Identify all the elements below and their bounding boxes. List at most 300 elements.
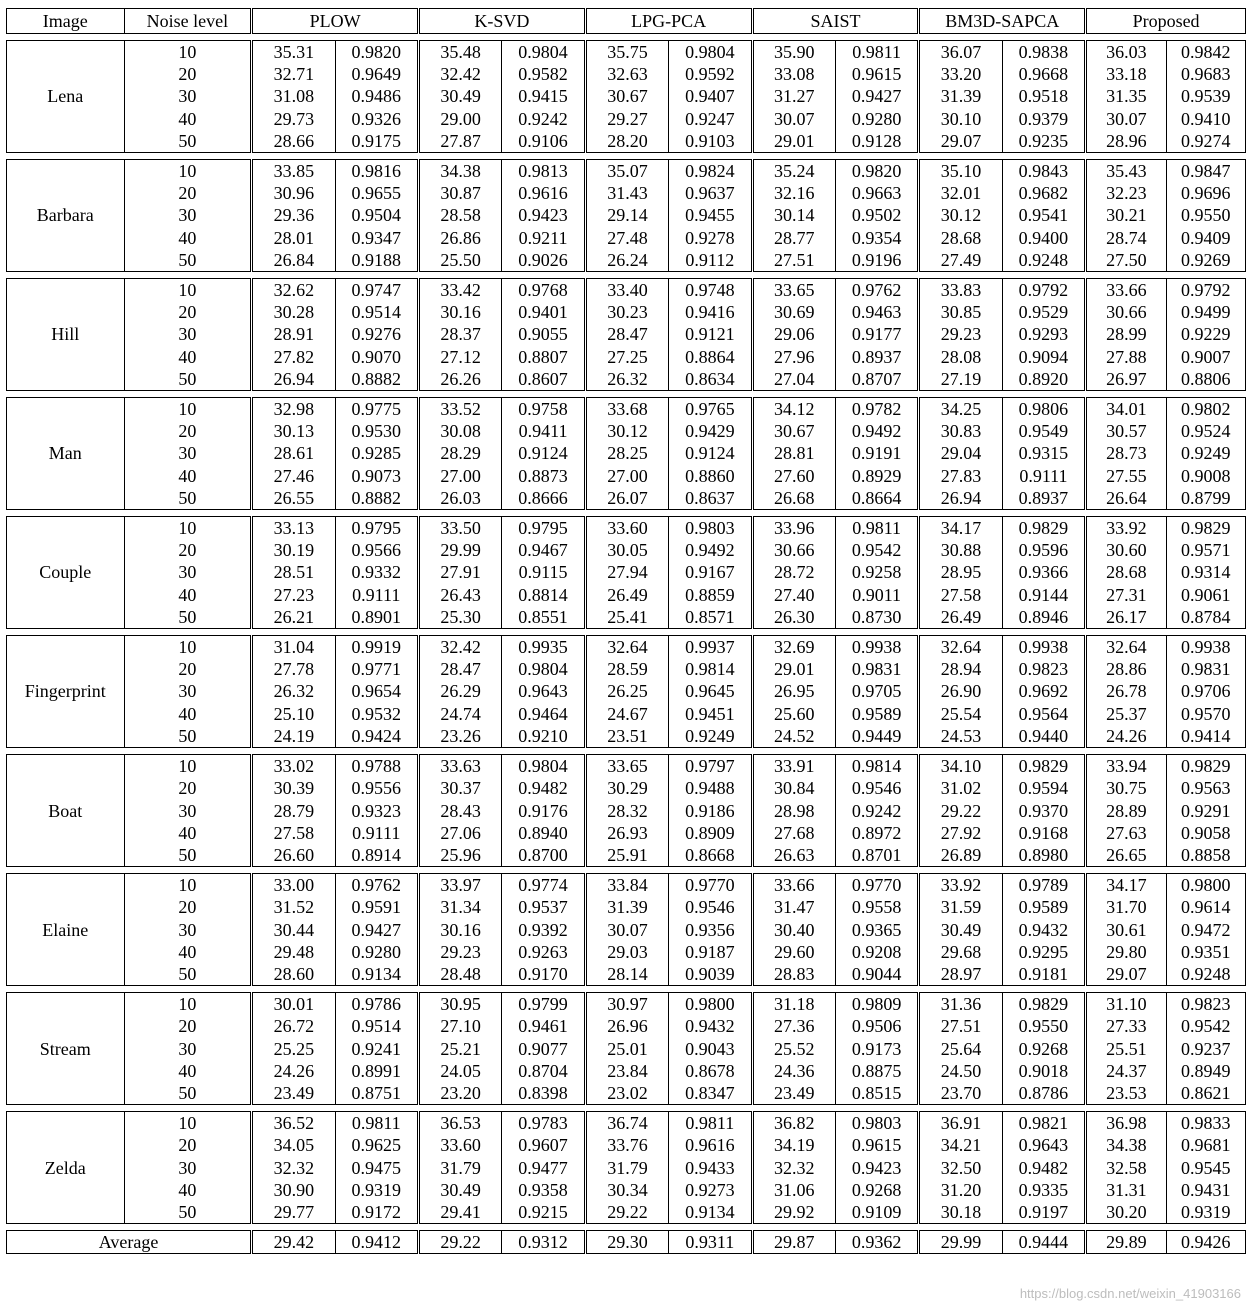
psnr-value-cell: 26.65 xyxy=(1086,844,1166,867)
table-row xyxy=(7,160,1246,183)
table-row xyxy=(7,204,1246,226)
ssim-value-cell: 0.9319 xyxy=(335,1179,418,1201)
psnr-value-cell: 27.55 xyxy=(1086,465,1166,487)
table-row xyxy=(7,130,1246,153)
ssim-value-cell: 0.9504 xyxy=(335,204,418,226)
psnr-value-cell: 26.55 xyxy=(252,487,335,510)
ssim-value-cell: 0.9563 xyxy=(1166,777,1246,799)
ssim-value-cell: 0.9937 xyxy=(669,636,752,659)
ssim-value-cell: 0.8571 xyxy=(669,606,752,629)
ssim-value-cell: 0.9482 xyxy=(502,777,585,799)
ssim-value-cell: 0.9811 xyxy=(835,517,918,540)
psnr-value-cell: 30.10 xyxy=(919,108,1002,130)
ssim-value-cell: 0.9070 xyxy=(335,346,418,368)
ssim-value-cell: 0.9407 xyxy=(669,85,752,107)
ssim-value-cell: 0.9747 xyxy=(335,279,418,302)
psnr-value-cell: 30.20 xyxy=(1086,1201,1166,1224)
ssim-value-cell: 0.8634 xyxy=(669,368,752,391)
psnr-value-cell: 34.01 xyxy=(1086,398,1166,421)
psnr-value-cell: 33.83 xyxy=(919,279,1002,302)
table-row xyxy=(7,279,1246,302)
psnr-value-cell: 28.32 xyxy=(585,800,668,822)
ssim-value-cell: 0.9821 xyxy=(1002,1112,1085,1135)
ssim-value-cell: 0.9789 xyxy=(1002,874,1085,897)
ssim-value-cell: 0.9044 xyxy=(835,963,918,986)
ssim-value-cell: 0.9663 xyxy=(835,182,918,204)
ssim-value-cell: 0.9356 xyxy=(669,919,752,941)
psnr-value-cell: 30.67 xyxy=(585,85,668,107)
psnr-value-cell: 32.64 xyxy=(919,636,1002,659)
noise-level-cell: 10 xyxy=(124,874,252,897)
ssim-value-cell: 0.9242 xyxy=(835,800,918,822)
ssim-value-cell: 0.8972 xyxy=(835,822,918,844)
ssim-value-cell: 0.8882 xyxy=(335,487,418,510)
ssim-value-cell: 0.9811 xyxy=(669,1112,752,1135)
noise-level-cell: 40 xyxy=(124,227,252,249)
table-row xyxy=(7,658,1246,680)
ssim-value-cell: 0.9514 xyxy=(335,301,418,323)
ssim-value-cell: 0.9532 xyxy=(335,703,418,725)
ssim-value-cell: 0.9806 xyxy=(1002,398,1085,421)
noise-level-cell: 40 xyxy=(124,108,252,130)
ssim-value-cell: 0.9039 xyxy=(669,963,752,986)
ssim-value-cell: 0.9451 xyxy=(669,703,752,725)
psnr-value-cell: 26.94 xyxy=(919,487,1002,510)
noise-level-cell: 10 xyxy=(124,636,252,659)
noise-level-cell: 30 xyxy=(124,1157,252,1179)
psnr-value-cell: 26.30 xyxy=(752,606,835,629)
ssim-value-cell: 0.9007 xyxy=(1166,346,1246,368)
average-psnr-cell: 29.42 xyxy=(252,1231,335,1254)
table-row xyxy=(7,249,1246,272)
table-row xyxy=(7,487,1246,510)
table-row xyxy=(7,777,1246,799)
average-psnr-cell: 29.22 xyxy=(418,1231,501,1254)
image-name-cell: Lena xyxy=(7,41,125,153)
psnr-value-cell: 24.53 xyxy=(919,725,1002,748)
psnr-value-cell: 26.49 xyxy=(919,606,1002,629)
watermark-text: https://blog.csdn.net/weixin_41903166 xyxy=(1019,1286,1241,1301)
noise-level-cell: 10 xyxy=(124,755,252,778)
psnr-value-cell: 28.89 xyxy=(1086,800,1166,822)
ssim-value-cell: 0.9681 xyxy=(1166,1134,1246,1156)
group-spacer xyxy=(7,272,1246,279)
ssim-value-cell: 0.9643 xyxy=(502,680,585,702)
ssim-value-cell: 0.9814 xyxy=(669,658,752,680)
average-psnr-cell: 29.87 xyxy=(752,1231,835,1254)
psnr-value-cell: 29.01 xyxy=(752,130,835,153)
ssim-value-cell: 0.9514 xyxy=(335,1015,418,1037)
ssim-value-cell: 0.8873 xyxy=(502,465,585,487)
ssim-value-cell: 0.9829 xyxy=(1002,517,1085,540)
psnr-value-cell: 36.98 xyxy=(1086,1112,1166,1135)
noise-level-cell: 30 xyxy=(124,1038,252,1060)
psnr-value-cell: 31.59 xyxy=(919,896,1002,918)
psnr-value-cell: 33.96 xyxy=(752,517,835,540)
psnr-value-cell: 33.66 xyxy=(1086,279,1166,302)
ssim-value-cell: 0.8814 xyxy=(502,584,585,606)
ssim-value-cell: 0.9546 xyxy=(835,777,918,799)
ssim-value-cell: 0.9800 xyxy=(1166,874,1246,897)
ssim-value-cell: 0.9786 xyxy=(335,993,418,1016)
ssim-value-cell: 0.9366 xyxy=(1002,561,1085,583)
noise-level-cell: 50 xyxy=(124,725,252,748)
psnr-value-cell: 35.48 xyxy=(418,41,501,64)
table-row xyxy=(7,1157,1246,1179)
psnr-value-cell: 30.85 xyxy=(919,301,1002,323)
psnr-value-cell: 27.82 xyxy=(252,346,335,368)
psnr-value-cell: 27.33 xyxy=(1086,1015,1166,1037)
ssim-value-cell: 0.9541 xyxy=(1002,204,1085,226)
ssim-value-cell: 0.9181 xyxy=(1002,963,1085,986)
table-row xyxy=(7,323,1246,345)
ssim-value-cell: 0.9829 xyxy=(1166,517,1246,540)
psnr-value-cell: 26.60 xyxy=(252,844,335,867)
psnr-value-cell: 29.22 xyxy=(919,800,1002,822)
psnr-value-cell: 29.04 xyxy=(919,442,1002,464)
ssim-value-cell: 0.9692 xyxy=(1002,680,1085,702)
image-name-cell: Stream xyxy=(7,993,125,1105)
psnr-value-cell: 27.51 xyxy=(919,1015,1002,1037)
ssim-value-cell: 0.9411 xyxy=(502,420,585,442)
ssim-value-cell: 0.9111 xyxy=(335,584,418,606)
psnr-value-cell: 26.68 xyxy=(752,487,835,510)
average-label: Average xyxy=(7,1231,252,1254)
psnr-value-cell: 30.61 xyxy=(1086,919,1166,941)
ssim-value-cell: 0.9427 xyxy=(835,85,918,107)
ssim-value-cell: 0.8637 xyxy=(669,487,752,510)
ssim-value-cell: 0.9268 xyxy=(835,1179,918,1201)
psnr-value-cell: 32.63 xyxy=(585,63,668,85)
ssim-value-cell: 0.9499 xyxy=(1166,301,1246,323)
psnr-value-cell: 28.20 xyxy=(585,130,668,153)
psnr-value-cell: 24.67 xyxy=(585,703,668,725)
ssim-value-cell: 0.9556 xyxy=(335,777,418,799)
ssim-value-cell: 0.9208 xyxy=(835,941,918,963)
ssim-value-cell: 0.9607 xyxy=(502,1134,585,1156)
table-row xyxy=(7,108,1246,130)
ssim-value-cell: 0.9758 xyxy=(502,398,585,421)
results-table-body xyxy=(7,34,1246,1254)
psnr-value-cell: 27.60 xyxy=(752,465,835,487)
psnr-value-cell: 25.41 xyxy=(585,606,668,629)
table-row xyxy=(7,1179,1246,1201)
ssim-value-cell: 0.9502 xyxy=(835,204,918,226)
psnr-value-cell: 33.76 xyxy=(585,1134,668,1156)
psnr-value-cell: 29.22 xyxy=(585,1201,668,1224)
noise-level-cell: 50 xyxy=(124,844,252,867)
ssim-value-cell: 0.9018 xyxy=(1002,1060,1085,1082)
ssim-value-cell: 0.9518 xyxy=(1002,85,1085,107)
psnr-value-cell: 30.44 xyxy=(252,919,335,941)
ssim-value-cell: 0.9655 xyxy=(335,182,418,204)
ssim-value-cell: 0.9795 xyxy=(335,517,418,540)
average-ssim-cell: 0.9444 xyxy=(1002,1231,1085,1254)
psnr-value-cell: 30.49 xyxy=(919,919,1002,941)
psnr-value-cell: 29.92 xyxy=(752,1201,835,1224)
noise-level-cell: 40 xyxy=(124,822,252,844)
psnr-value-cell: 29.23 xyxy=(418,941,501,963)
psnr-value-cell: 28.37 xyxy=(418,323,501,345)
noise-level-column-header: Noise level xyxy=(124,9,252,34)
psnr-value-cell: 27.46 xyxy=(252,465,335,487)
ssim-value-cell: 0.8937 xyxy=(1002,487,1085,510)
psnr-value-cell: 31.10 xyxy=(1086,993,1166,1016)
psnr-value-cell: 30.49 xyxy=(418,1179,501,1201)
psnr-value-cell: 30.12 xyxy=(919,204,1002,226)
psnr-value-cell: 35.07 xyxy=(585,160,668,183)
table-row xyxy=(7,442,1246,464)
psnr-value-cell: 23.20 xyxy=(418,1082,501,1105)
psnr-value-cell: 26.25 xyxy=(585,680,668,702)
ssim-value-cell: 0.9833 xyxy=(1166,1112,1246,1135)
ssim-value-cell: 0.8929 xyxy=(835,465,918,487)
ssim-value-cell: 0.8704 xyxy=(502,1060,585,1082)
psnr-value-cell: 30.95 xyxy=(418,993,501,1016)
table-row xyxy=(7,41,1246,64)
psnr-value-cell: 25.30 xyxy=(418,606,501,629)
table-row xyxy=(7,800,1246,822)
psnr-value-cell: 34.38 xyxy=(418,160,501,183)
ssim-value-cell: 0.9106 xyxy=(502,130,585,153)
group-spacer xyxy=(7,34,1246,41)
ssim-value-cell: 0.8707 xyxy=(835,368,918,391)
psnr-value-cell: 30.40 xyxy=(752,919,835,941)
method-header-plow: PLOW xyxy=(252,9,419,34)
psnr-value-cell: 33.94 xyxy=(1086,755,1166,778)
ssim-value-cell: 0.8991 xyxy=(335,1060,418,1082)
image-name-cell: Man xyxy=(7,398,125,510)
psnr-value-cell: 26.43 xyxy=(418,584,501,606)
ssim-value-cell: 0.9482 xyxy=(1002,1157,1085,1179)
ssim-value-cell: 0.9249 xyxy=(669,725,752,748)
psnr-value-cell: 27.58 xyxy=(252,822,335,844)
psnr-value-cell: 26.84 xyxy=(252,249,335,272)
psnr-value-cell: 33.02 xyxy=(252,755,335,778)
psnr-value-cell: 26.29 xyxy=(418,680,501,702)
ssim-value-cell: 0.9026 xyxy=(502,249,585,272)
table-row xyxy=(7,680,1246,702)
psnr-value-cell: 26.49 xyxy=(585,584,668,606)
psnr-value-cell: 34.25 xyxy=(919,398,1002,421)
ssim-value-cell: 0.9800 xyxy=(669,993,752,1016)
noise-level-cell: 20 xyxy=(124,1015,252,1037)
ssim-value-cell: 0.9571 xyxy=(1166,539,1246,561)
ssim-value-cell: 0.9144 xyxy=(1002,584,1085,606)
ssim-value-cell: 0.9197 xyxy=(1002,1201,1085,1224)
psnr-value-cell: 28.73 xyxy=(1086,442,1166,464)
psnr-value-cell: 34.12 xyxy=(752,398,835,421)
ssim-value-cell: 0.9537 xyxy=(502,896,585,918)
ssim-value-cell: 0.9788 xyxy=(335,755,418,778)
ssim-value-cell: 0.9616 xyxy=(669,1134,752,1156)
group-spacer xyxy=(7,391,1246,398)
ssim-value-cell: 0.9637 xyxy=(669,182,752,204)
psnr-value-cell: 28.29 xyxy=(418,442,501,464)
psnr-value-cell: 28.97 xyxy=(919,963,1002,986)
ssim-value-cell: 0.9843 xyxy=(1002,160,1085,183)
psnr-value-cell: 25.60 xyxy=(752,703,835,725)
noise-level-cell: 10 xyxy=(124,41,252,64)
psnr-value-cell: 33.08 xyxy=(752,63,835,85)
psnr-value-cell: 29.07 xyxy=(1086,963,1166,986)
psnr-value-cell: 30.66 xyxy=(752,539,835,561)
ssim-value-cell: 0.9280 xyxy=(335,941,418,963)
ssim-value-cell: 0.9167 xyxy=(669,561,752,583)
psnr-value-cell: 27.36 xyxy=(752,1015,835,1037)
psnr-value-cell: 23.70 xyxy=(919,1082,1002,1105)
ssim-value-cell: 0.9175 xyxy=(335,130,418,153)
ssim-value-cell: 0.8784 xyxy=(1166,606,1246,629)
ssim-value-cell: 0.9594 xyxy=(1002,777,1085,799)
psnr-value-cell: 23.53 xyxy=(1086,1082,1166,1105)
ssim-value-cell: 0.9176 xyxy=(502,800,585,822)
psnr-value-cell: 30.49 xyxy=(418,85,501,107)
psnr-value-cell: 33.65 xyxy=(585,755,668,778)
psnr-value-cell: 26.26 xyxy=(418,368,501,391)
ssim-value-cell: 0.9186 xyxy=(669,800,752,822)
ssim-value-cell: 0.9173 xyxy=(835,1038,918,1060)
ssim-value-cell: 0.8664 xyxy=(835,487,918,510)
ssim-value-cell: 0.9400 xyxy=(1002,227,1085,249)
psnr-value-cell: 30.88 xyxy=(919,539,1002,561)
psnr-value-cell: 30.28 xyxy=(252,301,335,323)
ssim-value-cell: 0.9467 xyxy=(502,539,585,561)
noise-level-cell: 10 xyxy=(124,398,252,421)
psnr-value-cell: 33.92 xyxy=(919,874,1002,897)
psnr-value-cell: 36.52 xyxy=(252,1112,335,1135)
ssim-value-cell: 0.9654 xyxy=(335,680,418,702)
ssim-value-cell: 0.8946 xyxy=(1002,606,1085,629)
ssim-value-cell: 0.8920 xyxy=(1002,368,1085,391)
psnr-value-cell: 27.23 xyxy=(252,584,335,606)
psnr-value-cell: 26.95 xyxy=(752,680,835,702)
ssim-value-cell: 0.9058 xyxy=(1166,822,1246,844)
ssim-value-cell: 0.9423 xyxy=(835,1157,918,1179)
table-row xyxy=(7,85,1246,107)
ssim-value-cell: 0.9938 xyxy=(1166,636,1246,659)
ssim-value-cell: 0.8751 xyxy=(335,1082,418,1105)
table-row xyxy=(7,963,1246,986)
psnr-value-cell: 32.01 xyxy=(919,182,1002,204)
noise-level-cell: 20 xyxy=(124,658,252,680)
ssim-value-cell: 0.8668 xyxy=(669,844,752,867)
psnr-value-cell: 27.25 xyxy=(585,346,668,368)
ssim-value-cell: 0.9919 xyxy=(335,636,418,659)
ssim-value-cell: 0.8515 xyxy=(835,1082,918,1105)
noise-level-cell: 20 xyxy=(124,420,252,442)
noise-level-cell: 50 xyxy=(124,963,252,986)
ssim-value-cell: 0.9335 xyxy=(1002,1179,1085,1201)
psnr-value-cell: 30.84 xyxy=(752,777,835,799)
average-ssim-cell: 0.9426 xyxy=(1166,1231,1246,1254)
psnr-value-cell: 28.95 xyxy=(919,561,1002,583)
ssim-value-cell: 0.9938 xyxy=(835,636,918,659)
noise-level-cell: 30 xyxy=(124,442,252,464)
table-row xyxy=(7,725,1246,748)
ssim-value-cell: 0.9077 xyxy=(502,1038,585,1060)
average-ssim-cell: 0.9312 xyxy=(502,1231,585,1254)
ssim-value-cell: 0.9210 xyxy=(502,725,585,748)
ssim-value-cell: 0.8398 xyxy=(502,1082,585,1105)
psnr-value-cell: 31.31 xyxy=(1086,1179,1166,1201)
psnr-value-cell: 30.21 xyxy=(1086,204,1166,226)
psnr-value-cell: 33.65 xyxy=(752,279,835,302)
group-spacer xyxy=(7,1224,1246,1231)
psnr-value-cell: 29.07 xyxy=(919,130,1002,153)
ssim-value-cell: 0.9615 xyxy=(835,63,918,85)
psnr-value-cell: 26.93 xyxy=(585,822,668,844)
noise-level-cell: 50 xyxy=(124,606,252,629)
image-column-header: Image xyxy=(7,9,125,34)
ssim-value-cell: 0.9643 xyxy=(1002,1134,1085,1156)
psnr-value-cell: 34.05 xyxy=(252,1134,335,1156)
image-name-cell: Boat xyxy=(7,755,125,867)
group-spacer xyxy=(7,748,1246,755)
ssim-value-cell: 0.9061 xyxy=(1166,584,1246,606)
ssim-value-cell: 0.9542 xyxy=(835,539,918,561)
psnr-value-cell: 27.00 xyxy=(585,465,668,487)
psnr-value-cell: 36.91 xyxy=(919,1112,1002,1135)
ssim-value-cell: 0.9592 xyxy=(669,63,752,85)
noise-level-cell: 10 xyxy=(124,1112,252,1135)
psnr-value-cell: 25.21 xyxy=(418,1038,501,1060)
ssim-value-cell: 0.9423 xyxy=(502,204,585,226)
ssim-value-cell: 0.9668 xyxy=(1002,63,1085,85)
psnr-value-cell: 30.69 xyxy=(752,301,835,323)
ssim-value-cell: 0.9258 xyxy=(835,561,918,583)
ssim-value-cell: 0.9121 xyxy=(669,323,752,345)
ssim-value-cell: 0.9615 xyxy=(835,1134,918,1156)
psnr-value-cell: 30.87 xyxy=(418,182,501,204)
psnr-value-cell: 31.27 xyxy=(752,85,835,107)
ssim-value-cell: 0.9124 xyxy=(669,442,752,464)
psnr-value-cell: 26.96 xyxy=(585,1015,668,1037)
ssim-value-cell: 0.9409 xyxy=(1166,227,1246,249)
ssim-value-cell: 0.9319 xyxy=(1166,1201,1246,1224)
ssim-value-cell: 0.9625 xyxy=(335,1134,418,1156)
ssim-value-cell: 0.8937 xyxy=(835,346,918,368)
psnr-value-cell: 29.01 xyxy=(752,658,835,680)
psnr-value-cell: 30.97 xyxy=(585,993,668,1016)
table-row xyxy=(7,63,1246,85)
ssim-value-cell: 0.9211 xyxy=(502,227,585,249)
noise-level-cell: 30 xyxy=(124,680,252,702)
psnr-value-cell: 33.97 xyxy=(418,874,501,897)
ssim-value-cell: 0.9112 xyxy=(669,249,752,272)
noise-level-cell: 10 xyxy=(124,279,252,302)
ssim-value-cell: 0.9566 xyxy=(335,539,418,561)
psnr-value-cell: 25.50 xyxy=(418,249,501,272)
psnr-value-cell: 26.32 xyxy=(585,368,668,391)
psnr-value-cell: 26.97 xyxy=(1086,368,1166,391)
ssim-value-cell: 0.9762 xyxy=(335,874,418,897)
psnr-value-cell: 27.83 xyxy=(919,465,1002,487)
psnr-value-cell: 35.75 xyxy=(585,41,668,64)
ssim-value-cell: 0.9823 xyxy=(1166,993,1246,1016)
ssim-value-cell: 0.8909 xyxy=(669,822,752,844)
table-row xyxy=(7,896,1246,918)
ssim-value-cell: 0.8940 xyxy=(502,822,585,844)
ssim-value-cell: 0.9570 xyxy=(1166,703,1246,725)
psnr-value-cell: 27.63 xyxy=(1086,822,1166,844)
ssim-value-cell: 0.9486 xyxy=(335,85,418,107)
ssim-value-cell: 0.9814 xyxy=(835,755,918,778)
results-table-container xyxy=(6,8,1246,1254)
ssim-value-cell: 0.9820 xyxy=(335,41,418,64)
ssim-value-cell: 0.9109 xyxy=(835,1201,918,1224)
ssim-value-cell: 0.9770 xyxy=(835,874,918,897)
